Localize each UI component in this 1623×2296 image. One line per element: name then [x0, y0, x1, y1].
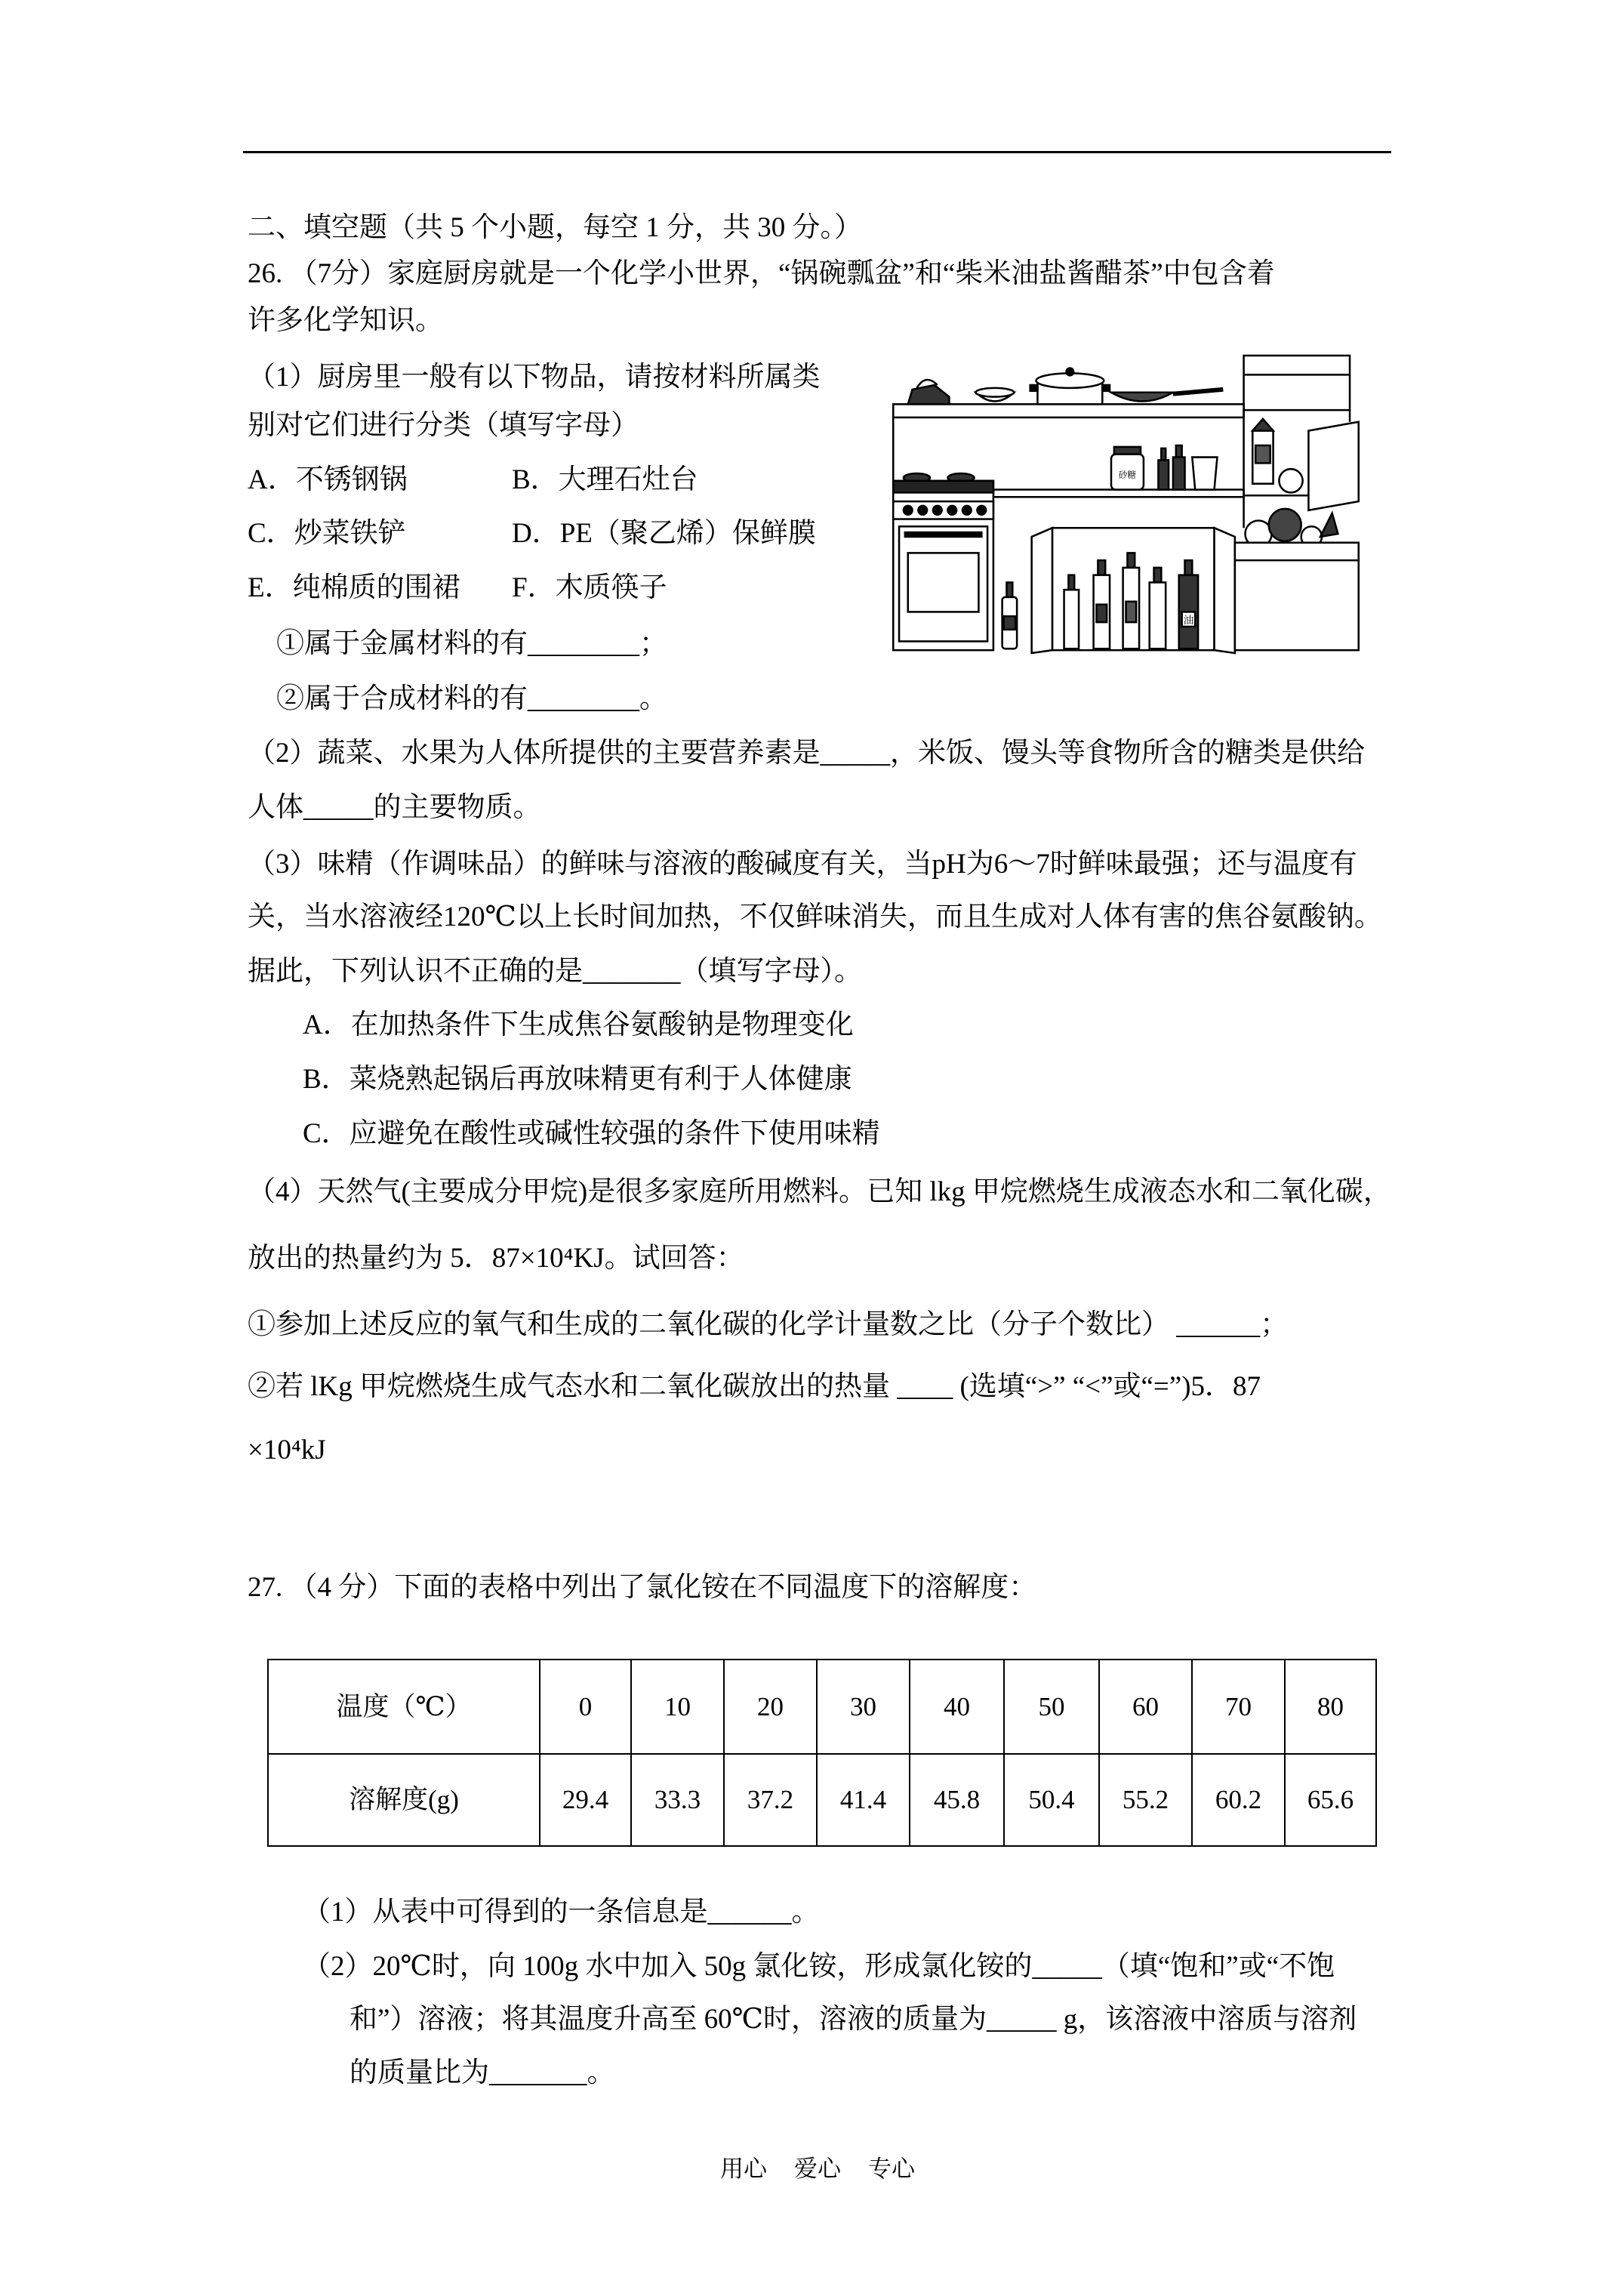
- stove-drawing: [893, 473, 993, 650]
- section-title: 二、填空题（共 5 个小题，每空 1 分，共 30 分。）: [248, 212, 862, 243]
- solubility-cell: 41.4: [817, 1754, 910, 1846]
- shelf-items: [1111, 445, 1217, 490]
- q26-part3-choice-b: B．菜烧熟起锅后再放味精更有利于人体健康: [303, 1064, 852, 1095]
- solubility-cell: 33.3: [631, 1754, 724, 1846]
- q26-option-b: B．大理石灶台: [512, 464, 698, 495]
- page-footer: [720, 2155, 942, 2183]
- q27-part2-line: 的质量比为_______。: [350, 2057, 615, 2088]
- q26-part3-line: 关，当水溶液经120℃以上长时间加热，不仅鲜味消失，而且生成对人体有害的焦谷氨酸钠。: [248, 901, 1382, 932]
- temperature-cell: 30: [817, 1660, 910, 1754]
- vegetable-basket: [1235, 509, 1359, 650]
- q26-part4-question: ②若 lKg 甲烷燃烧生成气态水和二氧化碳放出的热量 ____ (选填“>” “<”或“=”)5．87: [248, 1371, 1261, 1402]
- q26-option-d: D．PE（聚乙烯）保鲜膜: [512, 518, 816, 549]
- q27-stem: 27. （4 分）下面的表格中列出了氯化铵在不同温度下的溶解度：: [248, 1572, 1037, 1603]
- solubility-cell: 55.2: [1099, 1754, 1192, 1846]
- solubility-table: [267, 1659, 1377, 1847]
- upper-cabinet: [1244, 356, 1350, 410]
- q26-part4-line: 放出的热量约为 5．87×10⁴KJ。试回答：: [248, 1243, 744, 1274]
- q26-option-a: A．不锈钢锅: [248, 464, 408, 495]
- footer-word: 用心: [720, 2156, 767, 2182]
- temperature-cell: 40: [910, 1660, 1004, 1754]
- q26-part4-line: （4）天然气(主要成分甲烷)是很多家庭所用燃料。已知 lkg 甲烷燃烧生成液态水和二氧化碳，: [248, 1176, 1391, 1207]
- q26-stem-line: 26. （7分）家庭厨房就是一个化学小世界，“锅碗瓢盆”和“柴米油盐酱醋茶”中包含着: [248, 258, 1275, 289]
- footer-word: 爱心: [794, 2156, 841, 2182]
- q26-part4-question: ①参加上述反应的氧气和生成的二氧化碳的化学计量数之比（分子个数比） ______；: [248, 1309, 1289, 1340]
- q26-part4-question: ×10⁴kJ: [248, 1435, 326, 1465]
- kitchen-illustration: [890, 354, 1362, 655]
- solubility-cell: 37.2: [724, 1754, 817, 1846]
- temperature-cell: 0: [540, 1660, 631, 1754]
- q26-part3-line: 据此，下列认识不正确的是_______（填写字母）。: [248, 956, 862, 987]
- temperature-cell: 50: [1004, 1660, 1099, 1754]
- solubility-cell: 50.4: [1004, 1754, 1099, 1846]
- lower-cabinet: [1032, 528, 1235, 653]
- temperature-cell: 60: [1099, 1660, 1192, 1754]
- dish-soap-bottle: [1002, 582, 1018, 649]
- q26-part3-choice-c: C．应避免在酸性或碱性较强的条件下使用味精: [303, 1118, 880, 1149]
- q26-option-f: F．木质筷子: [512, 572, 667, 603]
- q26-part3-line: （3）味精（作调味品）的鲜味与溶液的酸碱度有关，当pH为6～7时鲜味最强；还与温度有: [248, 849, 1357, 880]
- q27-part2-line: （2）20℃时，向 100g 水中加入 50g 氯化铵，形成氯化铵的_____（填“饱和”或“不饱: [303, 1951, 1335, 1982]
- footer-word: 专心: [868, 2156, 915, 2182]
- temperature-cell: 20: [724, 1660, 817, 1754]
- q26-part2-line: 人体_____的主要物质。: [248, 792, 541, 823]
- temperature-cell: 10: [631, 1660, 724, 1754]
- q26-blank-synthetic: ②属于合成材料的有________。: [276, 683, 667, 714]
- q26-part1-prompt: 别对它们进行分类（填写字母）: [248, 410, 639, 441]
- q27-part2-line: 和”）溶液；将其温度升高至 60℃时，溶液的质量为_____ g，该溶液中溶质与溶剂: [350, 2004, 1357, 2035]
- table-row-header: 溶解度(g): [268, 1754, 540, 1846]
- q26-stem-line: 许多化学知识。: [248, 305, 443, 336]
- q26-part2-line: （2）蔬菜、水果为人体所提供的主要营养素是_____，米饭、馒头等食物所含的糖类是供给: [248, 738, 1365, 769]
- q27-part1: （1）从表中可得到的一条信息是______。: [303, 1897, 820, 1928]
- solubility-cell: 45.8: [910, 1754, 1004, 1846]
- right-cabinet: [1244, 410, 1359, 528]
- table-row-header: 温度（℃）: [268, 1660, 540, 1754]
- table-row: [268, 1754, 1376, 1846]
- q26-option-e: E．纯棉质的围裙: [248, 572, 460, 603]
- oil-bottle-label: 油: [1183, 615, 1194, 627]
- q26-part3-choice-a: A．在加热条件下生成焦谷氨酸钠是物理变化: [303, 1009, 854, 1040]
- table-row: [268, 1660, 1376, 1754]
- solubility-cell: 29.4: [540, 1754, 631, 1846]
- header-rule: [243, 151, 1391, 153]
- solubility-cell: 60.2: [1192, 1754, 1285, 1846]
- q26-option-c: C．炒菜铁铲: [248, 518, 406, 549]
- temperature-cell: 70: [1192, 1660, 1285, 1754]
- q26-part1-prompt: （1）厨房里一般有以下物品，请按材料所属类: [248, 362, 821, 393]
- q26-blank-metal: ①属于金属材料的有________；: [276, 628, 667, 659]
- counter-items: [908, 368, 1224, 405]
- solubility-cell: 65.6: [1285, 1754, 1376, 1846]
- temperature-cell: 80: [1285, 1660, 1376, 1754]
- sugar-jar-label: 砂糖: [1118, 469, 1137, 480]
